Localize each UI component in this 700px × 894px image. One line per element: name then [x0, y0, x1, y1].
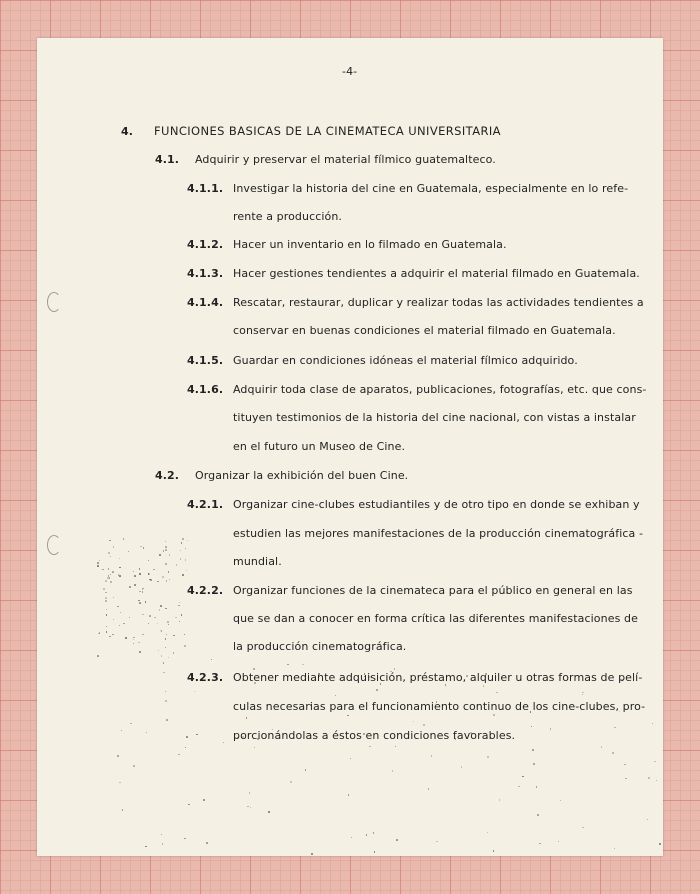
scan-speck [531, 726, 533, 728]
scan-speck [373, 832, 375, 834]
scan-speck [112, 571, 114, 573]
scan-speck [175, 617, 177, 619]
scan-speck [423, 724, 425, 726]
scan-speck [624, 764, 626, 766]
scan-speck [614, 848, 616, 850]
scan-speck [166, 634, 168, 636]
scan-speck [181, 614, 183, 616]
scan-speck [149, 615, 151, 617]
scan-speck [162, 576, 164, 578]
scan-speck [413, 721, 415, 723]
scan-speck [122, 809, 124, 811]
scan-speck [145, 846, 147, 848]
item-line: que se dan a conocer en forma crítica las diferentes manifestaciones de [233, 612, 638, 625]
scan-speck [110, 556, 112, 558]
scan-speck [105, 597, 107, 599]
scan-speck [187, 540, 189, 542]
scan-speck [138, 600, 140, 602]
scan-speck [652, 723, 654, 725]
scan-speck [98, 633, 100, 635]
item-line: porcionándolas a éstos en condiciones favorables. [233, 729, 516, 742]
scan-speck [146, 732, 148, 734]
scan-speck [139, 591, 141, 593]
scan-speck [129, 586, 131, 588]
scan-speck [106, 609, 108, 611]
scan-speck [499, 799, 501, 801]
scan-speck [536, 786, 538, 788]
scan-speck [117, 755, 119, 757]
item-line: Hacer gestiones tendientes a adquirir el material filmado en Guatemala. [233, 267, 640, 280]
scan-speck [394, 668, 396, 670]
scan-speck [133, 571, 135, 573]
scan-speck [558, 841, 560, 843]
scan-speck [106, 626, 108, 628]
scan-speck [148, 623, 150, 625]
item-number: 4.2.3. [187, 671, 224, 684]
scan-speck [168, 657, 170, 659]
scan-speck [165, 691, 167, 693]
item-line: Hacer un inventario en lo filmado en Guatemala. [233, 238, 507, 251]
scan-speck [166, 719, 168, 721]
document-page [37, 38, 663, 856]
scan-speck [119, 625, 121, 627]
scan-speck [97, 655, 99, 657]
section-title: FUNCIONES BASICAS DE LA CINEMATECA UNIVERSITARIA [154, 124, 501, 138]
scan-speck [143, 547, 145, 549]
scan-speck [139, 573, 141, 575]
item-line: mundial. [233, 555, 282, 568]
scan-speck [180, 550, 182, 552]
scan-speck [163, 672, 165, 674]
scan-speck [184, 645, 186, 647]
scan-speck [247, 806, 249, 808]
scan-speck [125, 637, 127, 639]
scan-speck [165, 546, 167, 548]
scan-speck [113, 619, 115, 621]
scan-speck [179, 602, 181, 604]
scan-speck [182, 574, 184, 576]
item-number: 4.1.3. [187, 267, 224, 280]
scan-speck [112, 634, 114, 636]
scan-speck [145, 601, 147, 603]
scan-speck [157, 623, 159, 625]
scan-speck [254, 747, 256, 749]
scan-speck [169, 579, 171, 581]
scan-speck [167, 621, 169, 623]
scan-speck [253, 668, 255, 670]
scan-speck [366, 834, 368, 836]
item-line: Adquirir toda clase de aparatos, publicaciones, fotografías, etc. que cons- [233, 383, 647, 396]
item-number: 4.2.2. [187, 584, 224, 597]
scan-speck [158, 650, 160, 652]
scan-speck [133, 639, 135, 641]
scan-speck [335, 695, 337, 697]
scan-speck [97, 562, 99, 564]
scan-speck [487, 756, 489, 758]
scan-speck [134, 575, 136, 577]
scan-speck [395, 746, 397, 748]
scan-speck [109, 636, 111, 638]
scan-speck [148, 573, 150, 575]
scan-speck [142, 634, 144, 636]
scan-speck [108, 568, 110, 570]
scan-speck [120, 612, 122, 614]
scan-speck [173, 635, 175, 637]
scan-speck [445, 684, 447, 686]
scan-speck [428, 788, 430, 790]
scan-speck [121, 730, 123, 732]
scan-speck [250, 807, 252, 809]
scan-speck [153, 569, 155, 571]
punch-hole-top [47, 292, 61, 312]
scan-speck [106, 614, 108, 616]
scan-speck [178, 605, 180, 607]
scan-speck [223, 742, 225, 744]
scan-speck [537, 814, 539, 816]
scan-speck [532, 749, 534, 751]
scan-speck [185, 548, 187, 550]
scan-speck [165, 563, 167, 565]
scan-speck [159, 554, 161, 556]
scan-speck [139, 568, 141, 570]
scan-speck [119, 575, 121, 577]
scan-speck [119, 558, 121, 560]
scan-speck [148, 560, 150, 562]
scan-speck [168, 571, 170, 573]
scan-speck [160, 605, 162, 607]
scan-speck [128, 551, 130, 553]
scan-speck [130, 723, 132, 725]
scan-speck [142, 614, 144, 616]
item-line: Obtener mediante adquisición, préstamo, alquiler u otras formas de pelí- [233, 671, 643, 684]
scan-speck [161, 834, 163, 836]
scan-speck [311, 853, 313, 855]
scan-speck [203, 799, 205, 801]
item-line: la producción cinematográfica. [233, 640, 407, 653]
item-line: Rescatar, restaurar, duplicar y realizar todas las actividades tendientes a [233, 296, 644, 309]
scan-speck [103, 588, 105, 590]
scan-speck [659, 843, 661, 845]
scan-speck [169, 554, 171, 556]
scan-speck [211, 659, 213, 661]
scan-speck [614, 727, 616, 729]
scan-speck [119, 567, 121, 569]
subsection-title: Organizar la exhibición del buen Cine. [195, 469, 409, 482]
item-line: tituyen testimonios de la historia del cine nacional, con vistas a instalar [233, 411, 636, 424]
item-number: 4.1.5. [187, 354, 224, 367]
scan-speck [133, 765, 135, 767]
scan-speck [102, 569, 104, 571]
item-number: 4.1.2. [187, 238, 224, 251]
scan-speck [188, 804, 190, 806]
scan-speck [165, 541, 167, 543]
scan-speck [648, 777, 650, 779]
scan-speck [493, 714, 495, 716]
scan-speck [154, 617, 156, 619]
scan-speck [483, 685, 485, 687]
scan-speck [348, 794, 350, 796]
item-number: 4.2.1. [187, 498, 224, 511]
scan-speck [163, 662, 165, 664]
scan-speck [139, 651, 141, 653]
scan-speck [496, 692, 498, 694]
scan-speck [518, 786, 520, 788]
scan-speck [179, 621, 181, 623]
item-number: 4.1.6. [187, 383, 224, 396]
scan-speck [196, 734, 198, 736]
scan-speck [374, 851, 376, 853]
scan-speck [539, 843, 541, 845]
scan-speck [369, 746, 371, 748]
scan-speck [654, 761, 656, 763]
scan-speck [99, 560, 101, 562]
item-line: Organizar funciones de la cinemateca para el público en general en las [233, 584, 633, 597]
section-number: 4. [121, 125, 134, 138]
scan-speck [109, 577, 111, 579]
page-number: -4- [342, 65, 358, 78]
scan-speck [302, 664, 304, 666]
scan-speck [108, 552, 110, 554]
scan-speck [157, 581, 159, 583]
item-number: 4.1.4. [187, 296, 224, 309]
scan-speck [143, 588, 145, 590]
scan-speck [550, 728, 552, 730]
scan-speck [180, 558, 182, 560]
subsection-number: 4.1. [155, 153, 180, 166]
scan-speck [133, 643, 135, 645]
scan-speck [105, 580, 107, 582]
scan-speck [173, 652, 175, 654]
scan-speck [350, 758, 352, 760]
scan-speck [161, 655, 163, 657]
item-line: culas necesarias para el funcionamiento continuo de los cine-clubes, pro- [233, 700, 646, 713]
scan-speck [97, 565, 99, 567]
scan-speck [287, 664, 289, 666]
scan-speck [431, 755, 433, 757]
scan-speck [165, 638, 167, 640]
scan-speck [113, 546, 115, 548]
scan-speck [129, 617, 131, 619]
scan-speck [182, 538, 184, 540]
scan-speck [206, 842, 208, 844]
scan-speck [119, 782, 121, 784]
scan-speck [165, 700, 167, 702]
scan-speck [123, 623, 125, 625]
scan-speck [560, 800, 562, 802]
item-line: Organizar cine-clubes estudiantiles y de otro tipo en donde se exhiban y [233, 498, 640, 511]
scan-speck [246, 717, 248, 719]
scan-speck [392, 770, 394, 772]
scan-speck [110, 574, 112, 576]
scan-speck [165, 647, 167, 649]
scan-speck [185, 559, 187, 561]
scan-speck [601, 746, 603, 748]
scan-speck [109, 540, 111, 542]
item-line: Guardar en condiciones idóneas el material fílmico adquirido. [233, 354, 578, 367]
scan-speck [249, 792, 251, 794]
subsection-number: 4.2. [155, 469, 180, 482]
scan-speck [159, 609, 161, 611]
scan-speck [656, 780, 658, 782]
item-line: en el futuro un Museo de Cine. [233, 440, 406, 453]
scan-speck [533, 763, 535, 765]
scan-speck [140, 546, 142, 548]
scan-speck [612, 752, 614, 754]
punch-hole-bottom [47, 535, 61, 555]
scan-speck [110, 581, 112, 583]
scan-speck [582, 694, 584, 696]
scan-speck [105, 600, 107, 602]
scan-speck [185, 747, 187, 749]
scan-speck [184, 634, 186, 636]
scan-speck [123, 538, 125, 540]
scan-speck [487, 832, 489, 834]
scan-speck [106, 631, 108, 633]
scan-speck [165, 608, 167, 610]
scan-speck [625, 778, 627, 780]
scan-speck [305, 769, 307, 771]
scan-speck [134, 584, 136, 586]
scan-speck [142, 591, 144, 593]
scan-speck [461, 766, 463, 768]
scan-speck [105, 592, 107, 594]
scan-speck [396, 839, 398, 841]
scan-speck [522, 776, 524, 778]
item-line: rente a producción. [233, 210, 343, 223]
scan-speck [436, 841, 438, 843]
scan-speck [165, 549, 167, 551]
scan-speck [186, 570, 188, 572]
scan-speck [166, 580, 168, 582]
scan-speck [351, 837, 353, 839]
item-line: conservar en buenas condiciones el material filmado en Guatemala. [233, 324, 616, 337]
item-line: Investigar la historia del cine en Guatemala, especialmente en lo refe- [233, 182, 629, 195]
scan-speck [162, 843, 164, 845]
subsection-title: Adquirir y preservar el material fílmico guatemalteco. [195, 153, 496, 166]
scan-speck [113, 597, 115, 599]
scan-speck [347, 715, 349, 717]
scan-speck [582, 827, 584, 829]
scan-speck [138, 642, 140, 644]
scan-speck [268, 811, 270, 813]
scan-speck [186, 736, 188, 738]
scan-speck [376, 689, 378, 691]
scan-speck [163, 550, 165, 552]
scan-speck [139, 602, 141, 604]
scan-speck [161, 631, 163, 633]
scan-speck [178, 754, 180, 756]
scan-speck [176, 564, 178, 566]
scan-speck [184, 838, 186, 840]
scan-speck [493, 850, 495, 852]
scan-speck [117, 606, 119, 608]
scan-speck [181, 542, 183, 544]
scan-speck [290, 781, 292, 783]
scan-speck [194, 691, 196, 693]
item-number: 4.1.1. [187, 182, 224, 195]
item-line: estudien las mejores manifestaciones de la producción cinematográfica - [233, 527, 644, 540]
scan-speck [647, 819, 649, 821]
scan-speck [168, 624, 170, 626]
